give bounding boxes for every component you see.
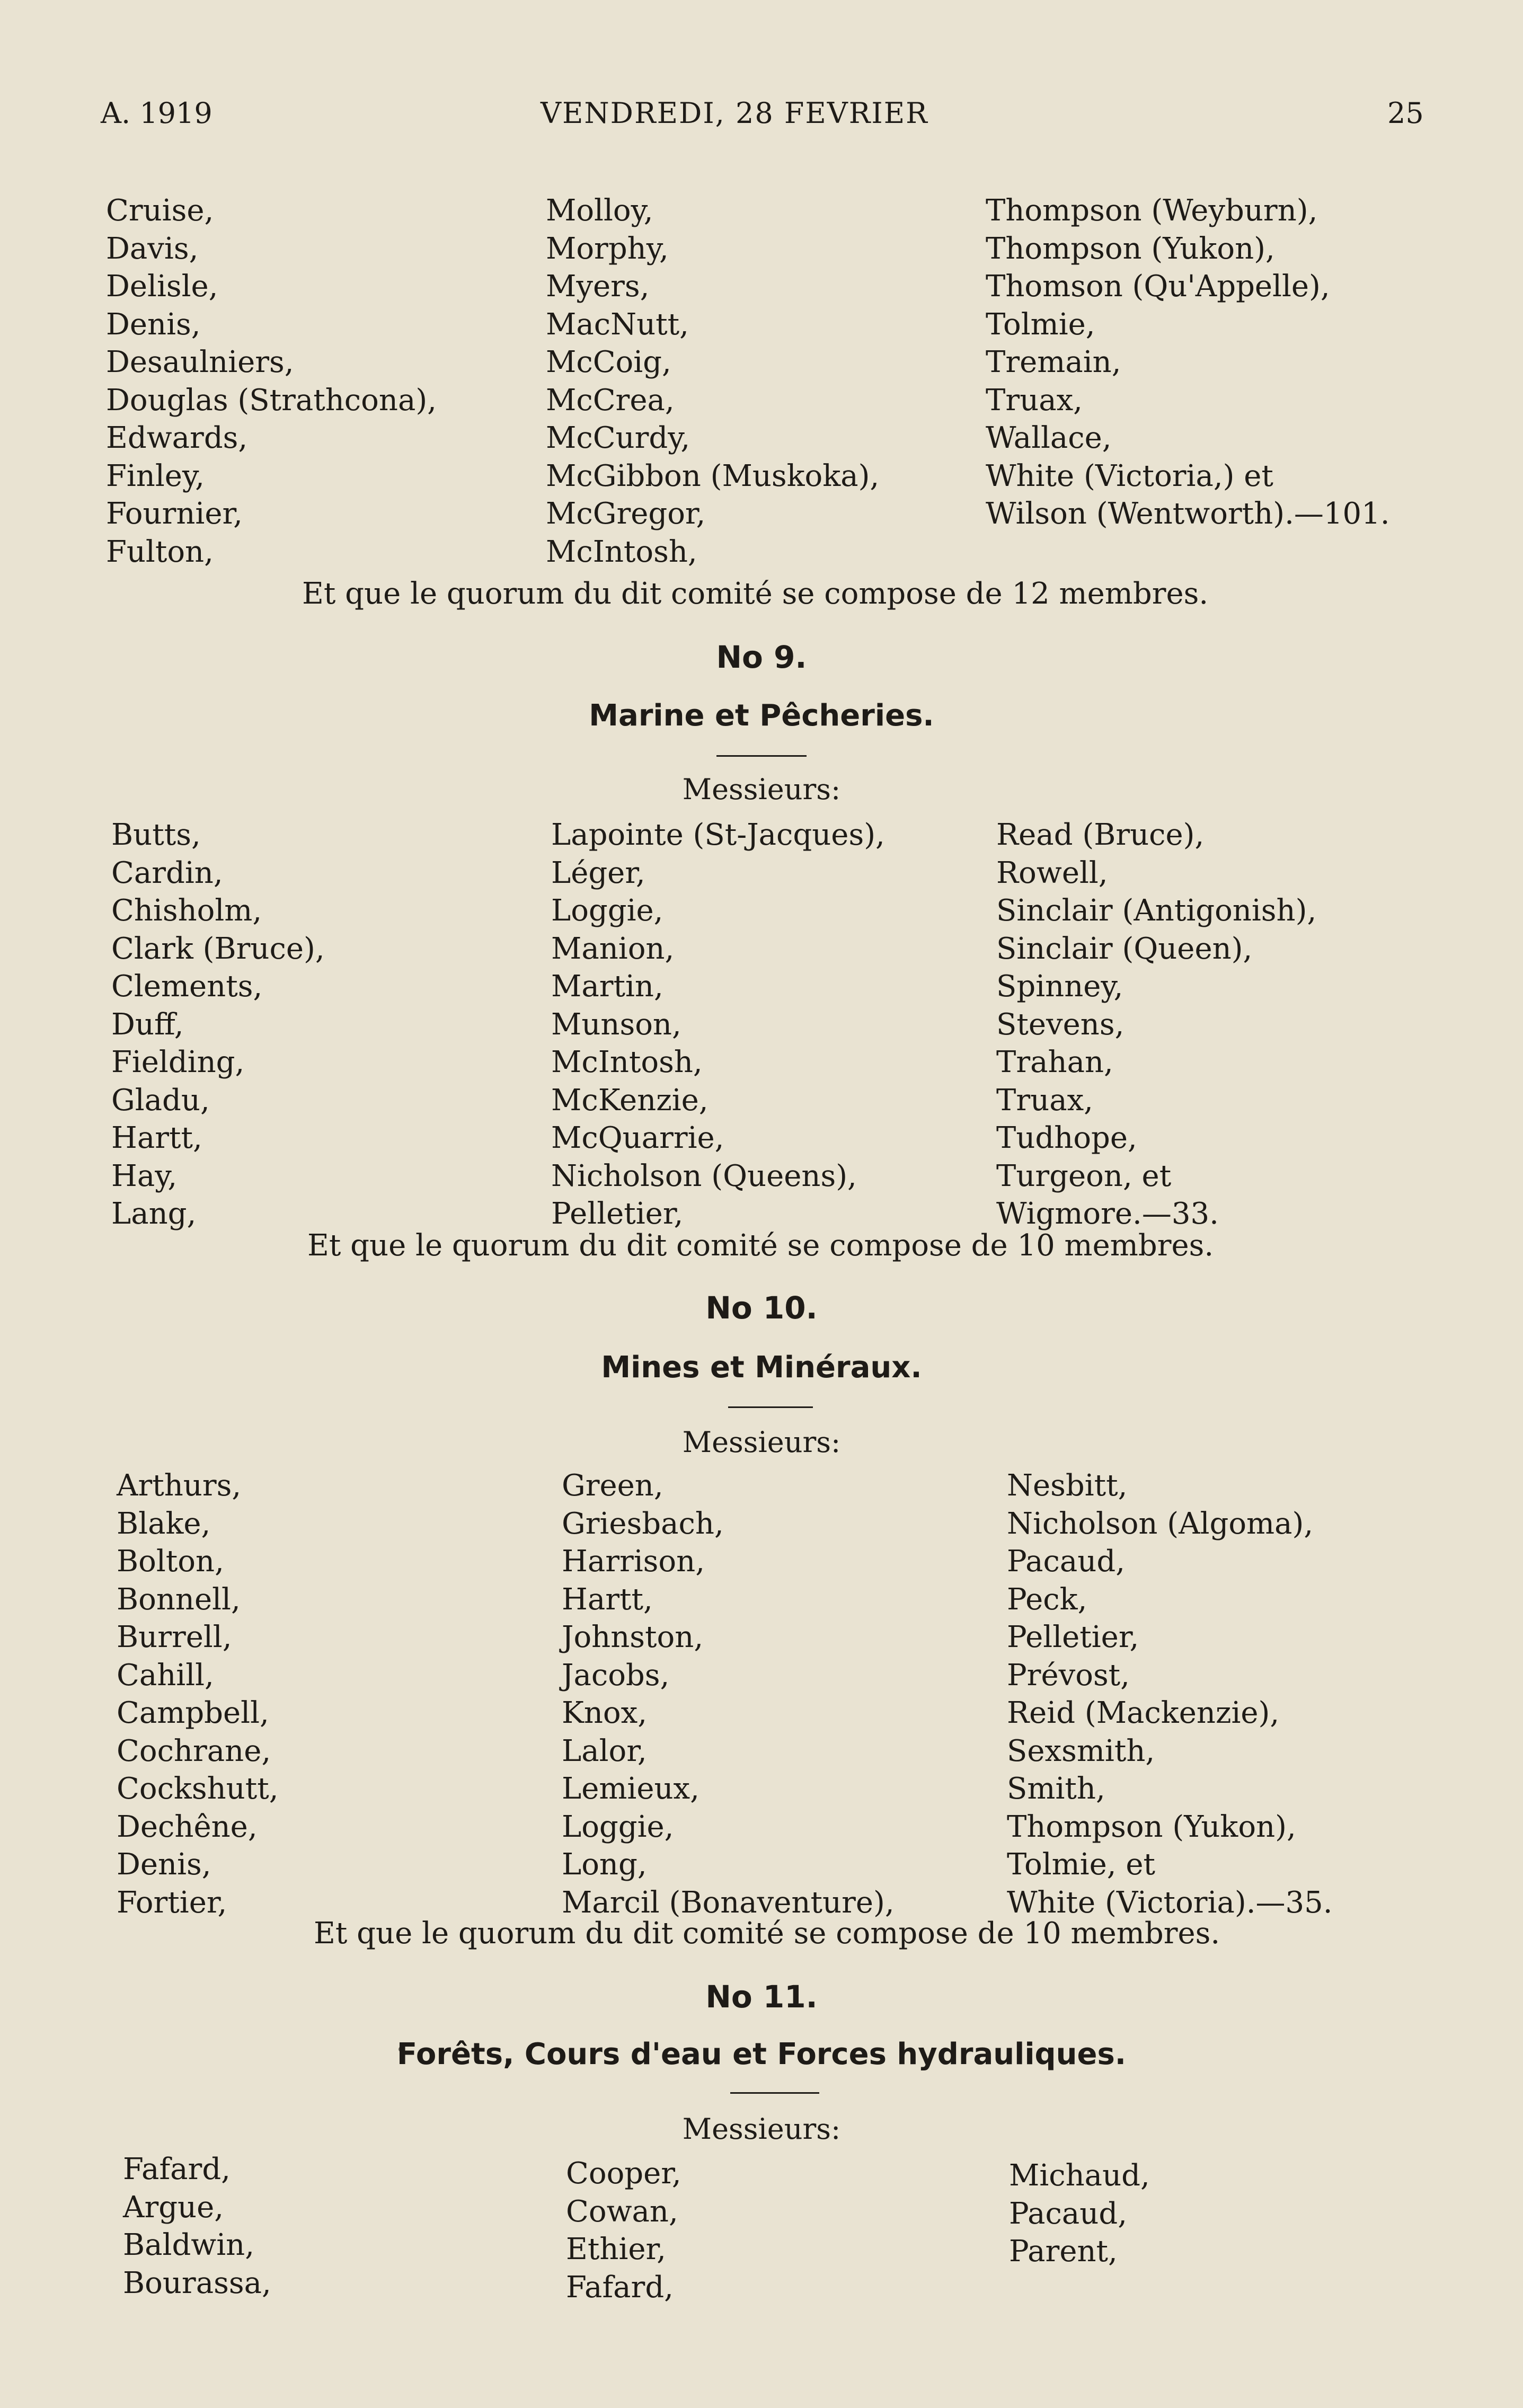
member-name: Bolton,	[117, 1544, 224, 1579]
member-name: Reid (Mackenzie),	[1007, 1696, 1280, 1730]
member-name: Truax,	[986, 383, 1083, 418]
member-name: Martin,	[551, 969, 663, 1004]
member-name: Long,	[562, 1847, 647, 1882]
member-name: Thompson (Weyburn),	[986, 193, 1318, 228]
committee-number: No 11.	[705, 1979, 818, 2015]
member-name: Pacaud,	[1009, 2196, 1128, 2231]
member-name: Lapointe (St-Jacques),	[551, 818, 885, 852]
member-name: Denis,	[117, 1847, 211, 1882]
member-name: Cochrane,	[117, 1733, 271, 1768]
member-name: Munson,	[551, 1007, 681, 1042]
member-name: Desaulniers,	[106, 345, 294, 379]
member-name: Truax,	[996, 1083, 1093, 1118]
section-divider	[728, 1406, 813, 1408]
member-name: Read (Bruce),	[996, 818, 1205, 852]
member-name: McCoig,	[546, 345, 671, 379]
member-name: Denis,	[106, 307, 201, 342]
quorum-statement: Et que le quorum du dit comité se compose de 10 membres.	[314, 1916, 1220, 1951]
member-name: Cruise,	[106, 193, 214, 228]
member-name: Dechêne,	[117, 1809, 258, 1844]
member-name: McIntosh,	[546, 534, 697, 569]
member-name: Smith,	[1007, 1772, 1105, 1806]
member-name: Myers,	[546, 269, 650, 304]
member-name: Fafard,	[123, 2152, 231, 2186]
member-name: Loggie,	[562, 1809, 674, 1844]
member-name: Turgeon, et	[996, 1158, 1172, 1193]
member-name: Fafard,	[566, 2270, 674, 2305]
member-name: Harrison,	[562, 1544, 705, 1579]
member-name: White (Victoria,) et	[986, 458, 1273, 493]
member-name: Loggie,	[551, 893, 663, 928]
messieurs-label: Messieurs:	[682, 2112, 841, 2146]
member-name: Nicholson (Algoma),	[1007, 1506, 1314, 1541]
member-name: McCurdy,	[546, 421, 690, 455]
member-name: Argue,	[123, 2190, 224, 2225]
member-name: Duff,	[111, 1007, 184, 1042]
quorum-statement: Et que le quorum du dit comité se compose de 10 membres.	[307, 1228, 1214, 1263]
members-column-1	[111, 816, 325, 1233]
member-name: Cockshutt,	[117, 1772, 279, 1806]
member-name: Fournier,	[106, 497, 243, 531]
member-name: Johnston,	[562, 1620, 704, 1654]
member-name: Stevens,	[996, 1007, 1124, 1042]
member-name: Lemieux,	[562, 1772, 699, 1806]
member-name: Sexsmith,	[1007, 1733, 1155, 1768]
member-name: Thompson (Yukon),	[1007, 1809, 1296, 1844]
member-name: Manion,	[551, 931, 675, 966]
member-name: Morphy,	[546, 231, 669, 266]
messieurs-label: Messieurs:	[682, 1426, 841, 1459]
member-name: Thompson (Yukon),	[986, 231, 1275, 266]
member-name: Tudhope,	[996, 1121, 1137, 1155]
member-name: Blake,	[117, 1506, 211, 1541]
member-name: Davis,	[106, 231, 199, 266]
member-name: Michaud,	[1009, 2158, 1150, 2193]
member-name: Cowan,	[566, 2194, 678, 2229]
member-name: White (Victoria).—35.	[1007, 1885, 1333, 1920]
member-name: Sinclair (Antigonish),	[996, 893, 1317, 928]
member-name: Clements,	[111, 969, 263, 1004]
quorum-statement: Et que le quorum du dit comité se compose de 12 membres.	[302, 577, 1209, 611]
members-column-3	[1009, 2157, 1150, 2271]
member-name: Rowell,	[996, 855, 1108, 890]
member-name: Gladu,	[111, 1083, 210, 1118]
member-name: Burrell,	[117, 1620, 232, 1654]
page-number: 25	[1387, 96, 1424, 130]
member-name: McIntosh,	[551, 1045, 703, 1079]
member-name: Tolmie, et	[1007, 1847, 1156, 1882]
member-name: Trahan,	[996, 1045, 1113, 1079]
committee-title: Mines et Minéraux.	[601, 1350, 922, 1385]
members-column-3	[986, 192, 1390, 533]
member-name: Tolmie,	[986, 307, 1095, 342]
committee-number: No 9.	[716, 639, 807, 675]
member-name: Pacaud,	[1007, 1544, 1126, 1579]
member-name: Marcil (Bonaventure),	[562, 1885, 895, 1920]
member-name: Douglas (Strathcona),	[106, 383, 437, 418]
member-name: Edwards,	[106, 421, 248, 455]
members-column-3	[1007, 1467, 1333, 1922]
member-name: Tremain,	[986, 345, 1121, 379]
member-name: Molloy,	[546, 193, 653, 228]
member-name: Pelletier,	[551, 1197, 684, 1231]
members-column-1	[117, 1467, 279, 1922]
member-name: Bourassa,	[123, 2265, 271, 2300]
member-name: Knox,	[562, 1696, 647, 1730]
section-divider	[730, 2092, 819, 2094]
page-date: VENDREDI, 28 FEVRIER	[541, 96, 928, 130]
member-name: McGibbon (Muskoka),	[546, 458, 880, 493]
member-name: Wallace,	[986, 421, 1112, 455]
member-name: Hartt,	[111, 1121, 202, 1155]
member-name: McCrea,	[546, 383, 675, 418]
member-name: Nesbitt,	[1007, 1468, 1128, 1503]
member-name: Delisle,	[106, 269, 218, 304]
member-name: Griesbach,	[562, 1506, 724, 1541]
member-name: Pelletier,	[1007, 1620, 1139, 1654]
member-name: Butts,	[111, 818, 201, 852]
member-name: MacNutt,	[546, 307, 689, 342]
member-name: Sinclair (Queen),	[996, 931, 1253, 966]
member-name: McKenzie,	[551, 1083, 709, 1118]
messieurs-label: Messieurs:	[682, 773, 841, 806]
member-name: Jacobs,	[562, 1658, 670, 1693]
member-name: Fortier,	[117, 1885, 227, 1920]
member-name: Thomson (Qu'Appelle),	[986, 269, 1330, 304]
member-name: Lalor,	[562, 1733, 647, 1768]
member-name: Parent,	[1009, 2234, 1118, 2269]
member-name: Prévost,	[1007, 1658, 1130, 1693]
member-name: Finley,	[106, 458, 205, 493]
member-name: Lang,	[111, 1197, 197, 1231]
member-name: Baldwin,	[123, 2228, 255, 2262]
members-column-1	[123, 2150, 271, 2302]
volume-year: A. 1919	[101, 96, 212, 130]
member-name: Hartt,	[562, 1582, 653, 1617]
member-name: Spinney,	[996, 969, 1123, 1004]
members-column-2	[551, 816, 885, 1233]
committee-title: Forêts, Cours d'eau et Forces hydrauliques.	[396, 2037, 1127, 2071]
member-name: Cardin,	[111, 855, 223, 890]
member-name: Léger,	[551, 855, 645, 890]
members-column-2	[546, 192, 879, 571]
member-name: Cooper,	[566, 2156, 681, 2191]
member-name: Ethier,	[566, 2232, 666, 2267]
member-name: Chisholm,	[111, 893, 262, 928]
member-name: Campbell,	[117, 1696, 269, 1730]
committee-number: No 10.	[705, 1290, 818, 1326]
member-name: McQuarrie,	[551, 1121, 724, 1155]
member-name: Cahill,	[117, 1658, 214, 1693]
member-name: Green,	[562, 1468, 663, 1503]
member-name: Peck,	[1007, 1582, 1087, 1617]
members-column-1	[106, 192, 437, 571]
running-head	[0, 96, 1523, 134]
member-name: Arthurs,	[117, 1468, 242, 1503]
members-column-2	[566, 2155, 681, 2306]
member-name: Wilson (Wentworth).—101.	[986, 497, 1390, 531]
section-divider	[716, 755, 807, 757]
member-name: Nicholson (Queens),	[551, 1158, 857, 1193]
member-name: Wigmore.—33.	[996, 1197, 1219, 1231]
member-name: Hay,	[111, 1158, 178, 1193]
member-name: Fulton,	[106, 534, 214, 569]
member-name: Bonnell,	[117, 1582, 241, 1617]
member-name: Clark (Bruce),	[111, 931, 325, 966]
members-column-3	[996, 816, 1316, 1233]
member-name: McGregor,	[546, 497, 706, 531]
committee-title: Marine et Pêcheries.	[589, 698, 934, 733]
member-name: Fielding,	[111, 1045, 245, 1079]
members-column-2	[562, 1467, 895, 1922]
